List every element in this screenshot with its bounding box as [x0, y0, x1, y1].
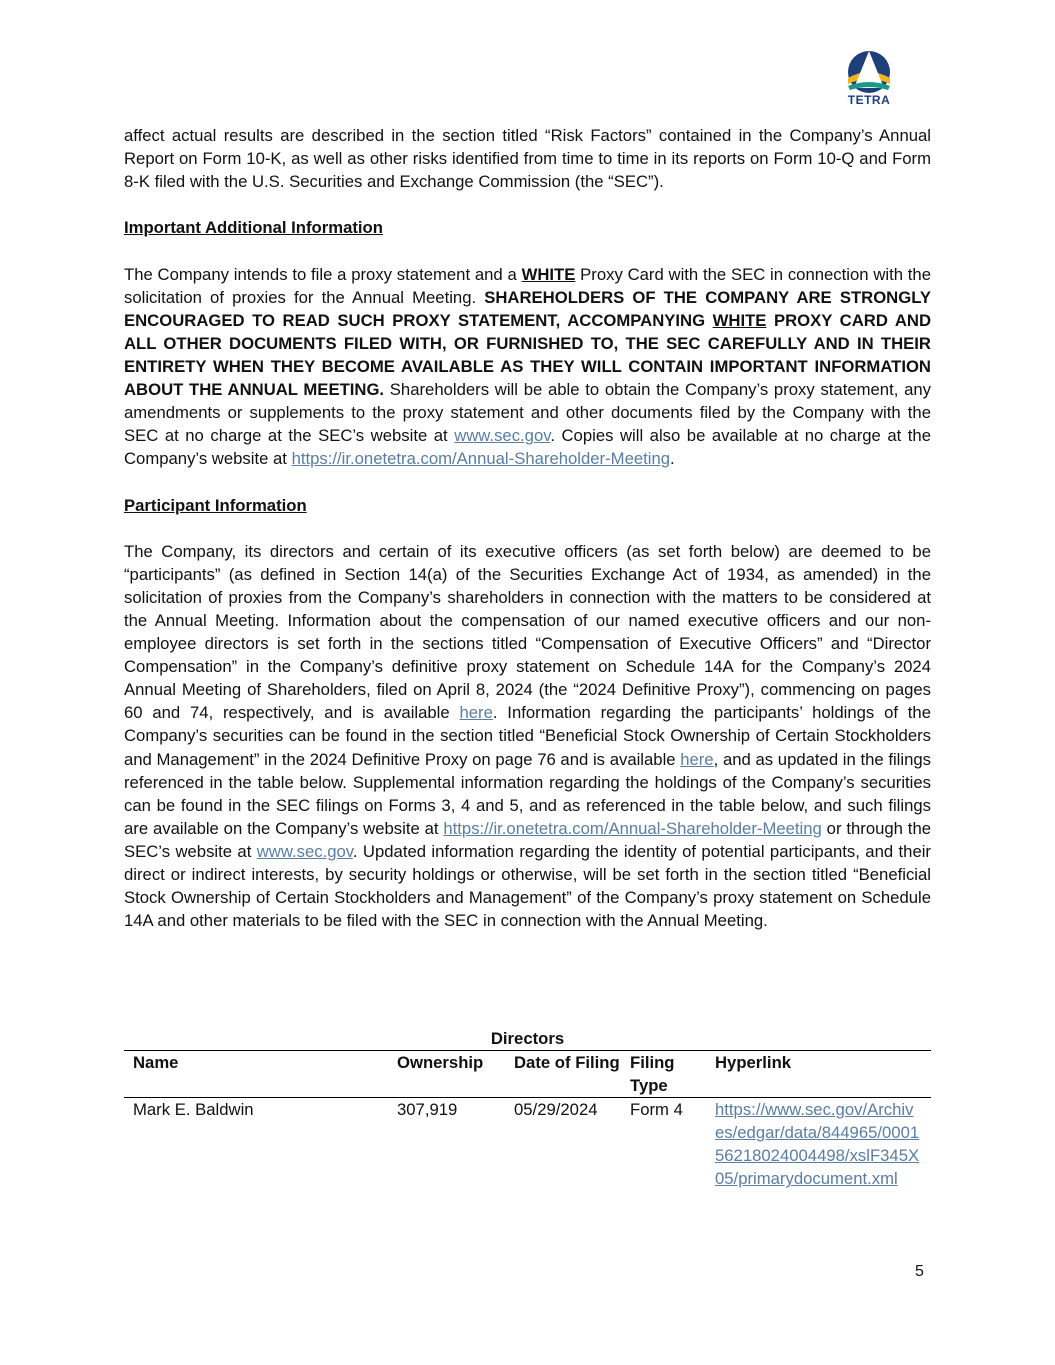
directors-table-title: Directors — [490, 1029, 565, 1048]
page-number: 5 — [915, 1263, 924, 1280]
directors-table — [124, 1050, 931, 1191]
annual-meeting-link[interactable]: https://ir.onetetra.com/Annual-Shareholder-Meeting — [291, 449, 671, 469]
heading-participant-information: Participant Information — [124, 495, 307, 515]
cell-name: Mark E. Baldwin — [133, 1100, 254, 1120]
document-body — [124, 124, 931, 932]
directors-table-section — [124, 1027, 931, 1191]
tetra-logo — [838, 48, 900, 112]
table-header-row — [124, 1051, 931, 1098]
tetra-logo-mark-icon — [844, 48, 894, 94]
table-row — [124, 1098, 931, 1191]
intro-paragraph: affect actual results are described in the section titled “Risk Factors” contained in the Company’s Annual Report on Form 10-K, as well as other risks identified from time to time in its reports on Form 10-Q and Form 8-K filed with the U.S. Securities and Exchange Commission (the “SEC”). — [124, 126, 931, 192]
header-ownership: Ownership — [397, 1053, 484, 1072]
logo-wordmark: TETRA — [847, 93, 891, 107]
cell-filing-type: Form 4 — [630, 1100, 683, 1120]
sec-website-link-2[interactable]: www.sec.gov — [256, 841, 353, 861]
header-name: Name — [133, 1053, 179, 1072]
white-emphasis: WHITE — [521, 264, 576, 284]
header-filing-type: Filing Type — [630, 1053, 675, 1096]
beneficial-ownership-here-link[interactable]: here — [680, 749, 714, 769]
cell-date-of-filing: 05/29/2024 — [514, 1100, 598, 1120]
heading-additional-information: Important Additional Information — [124, 218, 383, 238]
definitive-proxy-here-link[interactable]: here — [459, 703, 493, 723]
header-hyperlink: Hyperlink — [715, 1053, 792, 1072]
cell-hyperlink[interactable]: https://www.sec.gov/Archives/edgar/data/844965/000156218024004498/xslF345X05/primarydocument.xml — [715, 1100, 920, 1189]
cell-ownership: 307,919 — [397, 1100, 458, 1120]
header-date-of-filing: Date of Filing — [514, 1053, 620, 1072]
shareholders-notice: SHAREHOLDERS OF THE COMPANY ARE STRONGLY ENCOURAGED TO READ SUCH PROXY STATEMENT, ACCOMPANYING WHITE PROXY CARD AND ALL OTHER DOCUMENTS FILED WITH, OR FURNISHED TO, THE SEC CAREFULLY AND IN THEIR ENTIRETY WHEN THEY BECOME AVAILABLE AS THEY WILL CONTAIN IMPORTANT INFORMATION ABOUT THE ANNUAL MEETING. — [124, 287, 932, 400]
participant-information-paragraph: The Company, its directors and certain of its executive officers (as set forth below) are deemed to be “participants” (as defined in Section 14(a) of the Securities Exchange Act of 1934, as amended) in the solicitation of proxies from the Company’s shareholders in connection with the matters to be considered at the Annual Meeting. Information about the compensation of our named executive officers and our non-employee directors is set forth in the sections titled “Compensation of Executive Officers” and “Director Compensation” in the Company’s definitive proxy statement on Schedule 14A for the Company’s 2024 Annual Meeting of Shareholders, filed on April 8, 2024 (the “2024 Definitive Proxy”), commencing on pages 60 and 74, respectively, and is available here. Information regarding the participants’ holdings of the Company’s securities can be found in the section titled “Beneficial Stock Ownership of Certain Stockholders and Management” in the 2024 Definitive Proxy on page 76 and is available here, and as updated in the filings referenced in the table below. Supplemental information regarding the holdings of the Company’s securities can be found in the SEC filings on Forms 3, 4 and 5, and as referenced in the table below, and such filings are available on the Company’s website at https://ir.onetetra.com/Annual-Shareholder-Meeting or through the SEC’s website at www.sec.gov. Updated information regarding the identity of potential participants, and their direct or indirect interests, by security holdings or otherwise, will be set forth in the section titled “Beneficial Stock Ownership of Certain Stockholders and Management” of the Company’s proxy statement on Schedule 14A and other materials to be filed with the SEC in connection with the Annual Meeting. — [124, 541, 932, 931]
additional-information-paragraph: The Company intends to file a proxy statement and a WHITE Proxy Card with the SEC in connection with the solicitation of proxies for the Annual Meeting. SHAREHOLDERS OF THE COMPANY ARE STRONGLY ENCOURAGED TO READ SUCH PROXY STATEMENT, ACCOMPANYING WHITE PROXY CARD AND ALL OTHER DOCUMENTS FILED WITH, OR FURNISHED TO, THE SEC CAREFULLY AND IN THEIR ENTIRETY WHEN THEY BECOME AVAILABLE AS THEY WILL CONTAIN IMPORTANT INFORMATION ABOUT THE ANNUAL MEETING. Shareholders will be able to obtain the Company’s proxy statement, any amendments or supplements to the proxy statement and other documents filed by the Company with the SEC at no charge at the SEC’s website at www.sec.gov. Copies will also be available at no charge at the Company’s website at https://ir.onetetra.com/Annual-Shareholder-Meeting. — [124, 264, 932, 469]
annual-meeting-link-2[interactable]: https://ir.onetetra.com/Annual-Shareholder-Meeting — [443, 818, 822, 838]
sec-website-link[interactable]: www.sec.gov — [454, 426, 551, 446]
